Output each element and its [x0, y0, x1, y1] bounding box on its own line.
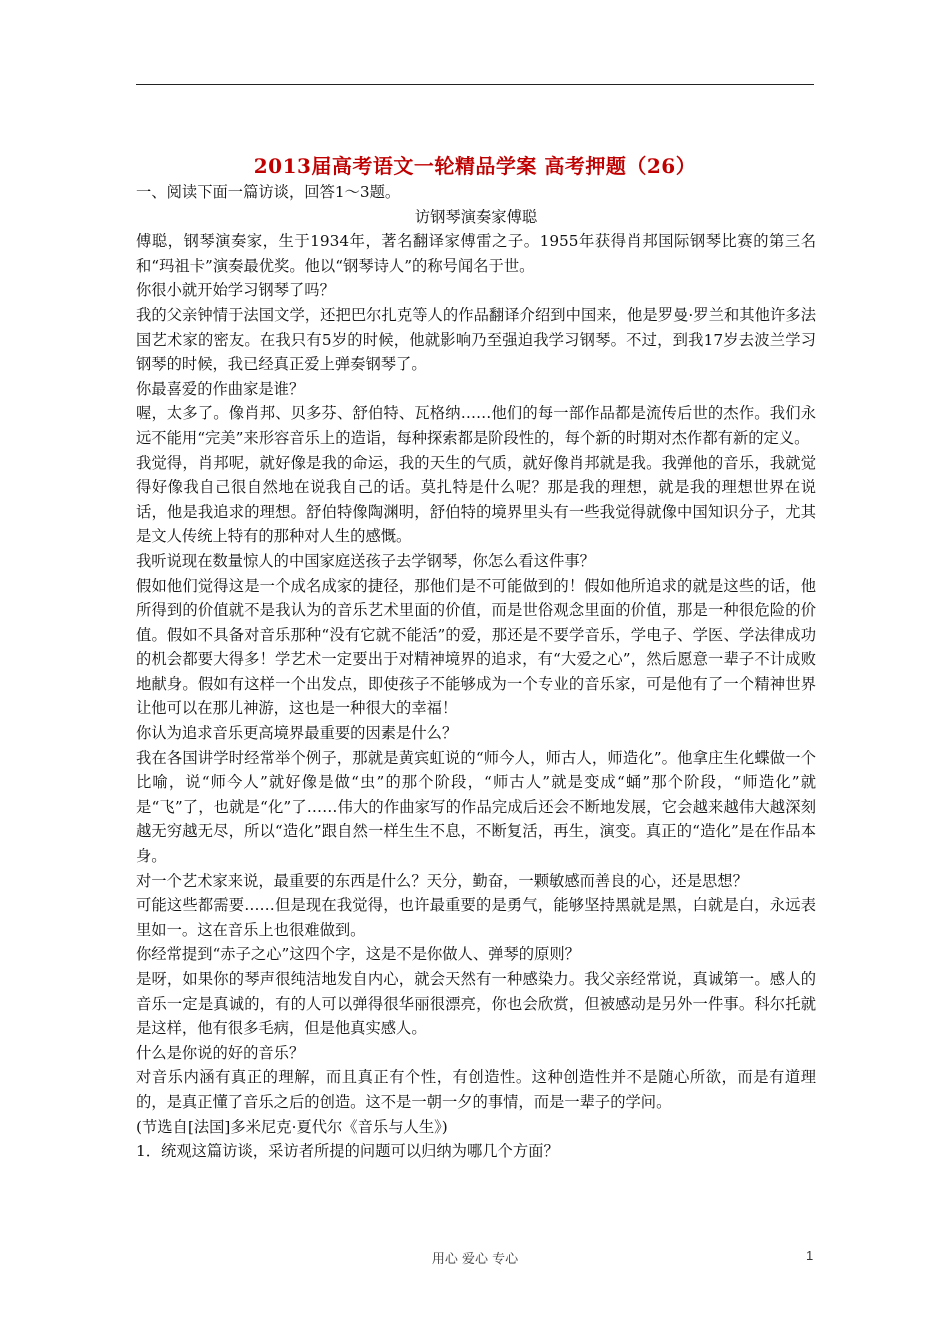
page-number: 1 [806, 1248, 814, 1263]
answer-2-continued: 我觉得，肖邦呢，就好像是我的命运，我的天生的气质，就好像肖邦就是我。我弹他的音乐，我就觉得好像我自己很自然地在说我自己的话。莫扎特是什么呢？那是我的理想，就是我的理想世界在说话，他是我追求的理想。舒伯特像陶渊明，舒伯特的境界里头有一些我觉得就像中国知识分子，尤其是文人传统上特有的那种对人生的感慨。 [136, 453, 816, 546]
document-body [136, 180, 816, 1164]
question-2: 你最喜爱的作曲家是谁？ [136, 379, 305, 398]
question-4: 你认为追求音乐更高境界最重要的因素是什么？ [136, 724, 458, 743]
document-title: 2013届高考语文一轮精品学案 高考押题（26） [253, 154, 697, 178]
answer-3: 假如他们觉得这是一个成名成家的捷径，那他们是不可能做到的！假如他所追求的就是这些的话，他所得到的价值就不是我认为的音乐艺术里面的价值，而是世俗观念里面的价值，那是一种很危险的价值。假如不具备对音乐那种“没有它就不能活”的爱，那还是不要学音乐，学电子、学医、学法律成功的机会都要大得多！学艺术一定要出于对精神境界的追求，有“大爱之心”，然后愿意一辈子不计成败地献身。假如有这样一个出发点，即使孩子不能够成为一个专业的音乐家，可是他有了一个精神世界让他可以在那儿神游，这也是一种很大的幸福！ [136, 576, 816, 718]
answer-7: 对音乐内涵有真正的理解，而且真正有个性，有创造性。这种创造性并不是随心所欲，而是有道理的，是真正懂了音乐之后的创造。这不是一朝一夕的事情，而是一辈子的学问。 [136, 1068, 816, 1111]
exercise-question-1: 1．统观这篇访谈，采访者所提的问题可以归纳为哪几个方面？ [136, 1142, 559, 1161]
source-note: (节选自[法国]多米尼克·夏代尔《音乐与人生》) [136, 1117, 448, 1136]
answer-6: 是呀，如果你的琴声很纯洁地发自内心，就会天然有一种感染力。我父亲经常说，真诚第一。感人的音乐一定是真诚的，有的人可以弹得很华丽很漂亮，你也会欣赏，但被感动是另外一件事。科尔托就是这样，他有很多毛病，但是他真实感人。 [136, 970, 816, 1038]
paragraph-intro: 傅聪，钢琴演奏家，生于1934年，著名翻译家傅雷之子。1955年获得肖邦国际钢琴比赛的第三名和“玛祖卡”演奏最优奖。他以“钢琴诗人”的称号闻名于世。 [136, 232, 816, 275]
answer-4: 我在各国讲学时经常举个例子，那就是黄宾虹说的“师今人，师古人，师造化”。他拿庄生化蝶做一个比喻，说“师今人”就好像是做“虫”的那个阶段，“师古人”就是变成“蛹”那个阶段，“师造化”就是“飞”了，也就是“化”了……伟大的作曲家写的作品完成后还会不断地发展，它会越来越伟大越深刻越无穷越无尽，所以“造化”跟自然一样生生不息，不断复活，再生，演变。真正的“造化”是在作品本身。 [136, 748, 816, 866]
question-6: 你经常提到“赤子之心”这四个字，这是不是你做人、弹琴的原则？ [136, 945, 580, 964]
header-rule [136, 84, 814, 85]
question-3: 我听说现在数量惊人的中国家庭送孩子去学钢琴，你怎么看这件事？ [136, 551, 595, 570]
instruction: 一、阅读下面一篇访谈，回答1～3题。 [136, 183, 401, 201]
answer-2: 喔，太多了。像肖邦、贝多芬、舒伯特、瓦格纳……他们的每一部作品都是流传后世的杰作。我们永远不能用“完美”来形容音乐上的造诣，每种探索都是阶段性的，每个新的时期对杰作都有新的定义。 [136, 404, 816, 447]
article-title: 访钢琴演奏家傅聪 [414, 207, 538, 226]
question-7: 什么是你说的好的音乐？ [136, 1043, 305, 1062]
page-footer: 用心 爱心 专心 [431, 1252, 519, 1267]
answer-1: 我的父亲钟情于法国文学，还把巴尔扎克等人的作品翻译介绍到中国来，他是罗曼·罗兰和其他许多法国艺术家的密友。在我只有5岁的时候，他就影响乃至强迫我学习钢琴。不过，到我17岁去波兰学习钢琴的时候，我已经真正爱上弹奏钢琴了。 [136, 305, 816, 374]
question-1: 你很小就开始学习钢琴了吗？ [136, 281, 335, 300]
question-5: 对一个艺术家来说，最重要的东西是什么？天分，勤奋，一颗敏感而善良的心，还是思想？ [136, 871, 748, 890]
answer-5: 可能这些都需要……但是现在我觉得，也许最重要的是勇气，能够坚持黑就是黑，白就是白，永远表里如一。这在音乐上也很难做到。 [136, 896, 816, 939]
